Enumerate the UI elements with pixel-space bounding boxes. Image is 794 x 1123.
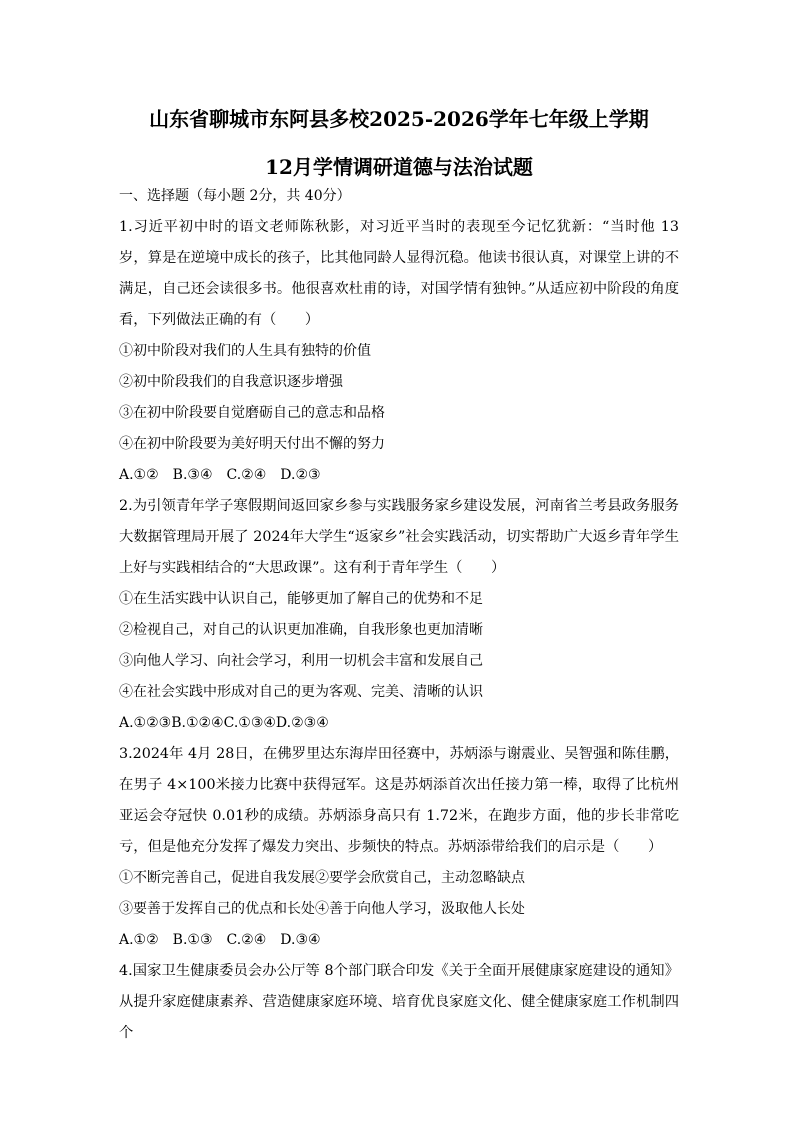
question-1 — [119, 212, 679, 491]
question-3 — [119, 739, 679, 956]
question-option: ③在初中阶段要自觉磨砺自己的意志和品格 — [119, 405, 385, 421]
document-page — [119, 96, 679, 1049]
question-stem: 3.2024年 4月 28日，在佛罗里达东海岸田径赛中，苏炳添与谢震业、吴智强和陈佳鹏，在男子 4×100米接力比赛中获得冠军。这是苏炳添首次出任接力第一棒，取得了比杭州亚运会夺冠快 0.01秒的成绩。苏炳添身高只有 1.72米，在跑步方面，他的步长非常吃亏，但是他充分发挥了爆发力突出、步频快的特点。苏炳添带给我们的启示是（ ） — [119, 746, 679, 855]
question-option: ②检视自己，对自己的认识更加准确，自我形象也更加清晰 — [119, 622, 483, 638]
question-option: ①不断完善自己，促进自我发展②要学会欣赏自己，主动忽略缺点 — [119, 870, 525, 886]
question-option: ①初中阶段对我们的人生具有独特的价值 — [119, 343, 371, 359]
question-option: ④在社会实践中形成对自己的更为客观、完美、清晰的认识 — [119, 684, 483, 700]
question-option: ③要善于发挥自己的优点和长处④善于向他人学习，汲取他人长处 — [119, 901, 525, 917]
question-stem: 4.国家卫生健康委员会办公厅等 8个部门联合印发《关于全面开展健康家庭建设的通知》从提升家庭健康素养、营造健康家庭环境、培育优良家庭文化、健全健康家庭工作机制四个 — [119, 963, 679, 1041]
question-4 — [119, 956, 679, 1049]
question-answers: A.①② B.③④ C.②④ D.②③ — [119, 467, 321, 483]
question-option: ②初中阶段我们的自我意识逐步增强 — [119, 374, 343, 390]
question-2 — [119, 491, 679, 739]
question-option: ④在初中阶段要为美好明天付出不懈的努力 — [119, 436, 385, 452]
question-answers: A.①② B.①③ C.②④ D.③④ — [119, 932, 321, 948]
question-stem: 2.为引领青年学子寒假期间返回家乡参与实践服务家乡建设发展，河南省兰考县政务服务大数据管理局开展了 2024年大学生“返家乡”社会实践活动，切实帮助广大返乡青年学生上好与实践相结合的“大思政课”。这有利于青年学生（ ） — [119, 498, 679, 576]
section-heading: 一、选择题（每小题 2分，共 40分） — [119, 188, 351, 204]
document-title-line1: 山东省聊城市东阿县多校2025-2026学年七年级上学期 — [149, 107, 649, 131]
document-title-line2: 12月学情调研道德与法治试题 — [265, 155, 533, 179]
question-stem: 1.习近平初中时的语文老师陈秋影，对习近平当时的表现至今记忆犹新：“当时他 13 岁，算是在逆境中成长的孩子，比其他同龄人显得沉稳。他读书很认真，对课堂上讲的不满足，自己还会读很多书。他很喜欢杜甫的诗，对国学情有独钟。”从适应初中阶段的角度看，下列做法正确的有（ ） — [119, 219, 679, 328]
question-answers: A.①②③B.①②④C.①③④D.②③④ — [119, 715, 329, 731]
question-option: ③向他人学习、向社会学习，利用一切机会丰富和发展自己 — [119, 653, 483, 669]
question-option: ①在生活实践中认识自己，能够更加了解自己的优势和不足 — [119, 591, 483, 607]
